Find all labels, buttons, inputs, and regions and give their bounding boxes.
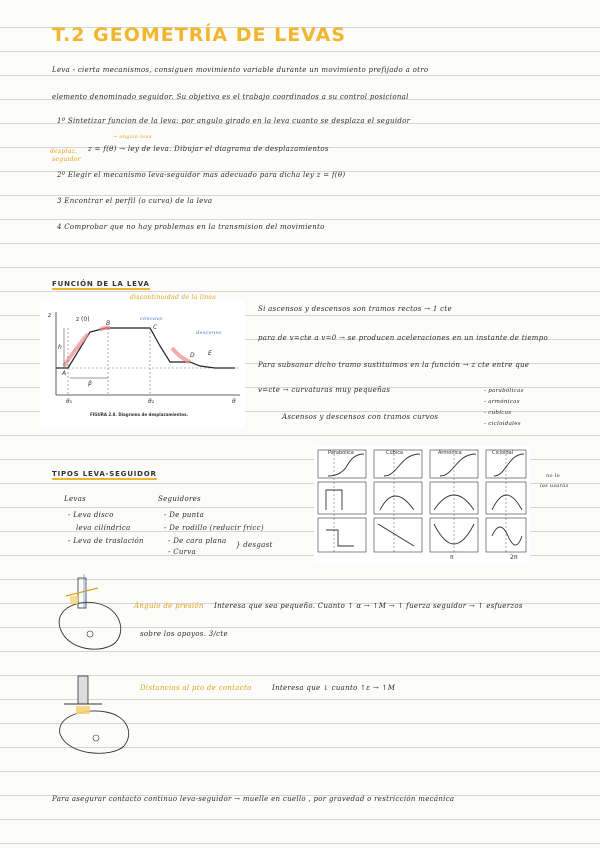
follower-note: } desgast: [236, 541, 273, 549]
page-title: T.2 GEOMETRÍA DE LEVAS: [52, 24, 346, 46]
figure-caption: FIGURA 2.8. Diagrama de desplazamientos.: [90, 412, 189, 417]
note-1: Si ascensos y descensos son tramos rectos → 1 cte: [258, 305, 452, 313]
curve-type-3: - cúbicas: [484, 410, 512, 416]
annotation-discontinuity: discontinuidad de la línea: [130, 294, 217, 301]
contact-distance-figure: [54, 668, 134, 756]
note-2: para de v=cte a v=0 → se producen aceleraciones en un instante de tiempo: [258, 334, 549, 342]
pressure-angle-label: Ángulo de presión: [134, 602, 204, 610]
step-1-label-left: desplaz.: [50, 148, 78, 155]
z0-label: z (0): [76, 316, 90, 323]
note-4: v=cte → curvaturas muy pequeñas: [258, 386, 391, 394]
side-note-1: no lo: [546, 473, 560, 479]
intro-line-2: elemento denominado seguidor. Su objetivo es el trabajo coordinados a su control posicional: [52, 93, 409, 101]
pressure-angle-figure: [50, 568, 126, 652]
cam-type-2: leva cilíndrica: [76, 524, 131, 532]
theta2-label: θ₂: [148, 398, 155, 405]
step-1-formula: z = f(θ) → ley de leva. Dibujar el diagrama de desplazamientos: [88, 145, 329, 153]
point-b-label: B: [106, 320, 111, 327]
follower-type-1: - De punta: [164, 511, 205, 519]
step-1-label-left2: seguidor: [52, 156, 81, 163]
beta-label: β: [88, 380, 92, 387]
point-c-label: C: [153, 324, 158, 331]
curve-type-2: - armónicas: [484, 399, 520, 405]
contact-distance-svg: [54, 668, 134, 756]
note-3: Para subsanar dicho tramo sustituimos en la función → z cte entre que: [258, 361, 530, 369]
section-heading-cam-function: FUNCIÓN DE LA LEVA: [52, 280, 150, 288]
footer-note: Para asegurar contacto continuo leva-seguidor → muelle en cuello , por gravedad o restricción mecánica: [52, 795, 455, 803]
step-1: 1º Sintetizar funcion de la leva: por angulo girado en la leva cuanto se desplaza el seguidor: [57, 117, 411, 125]
graph-title-harmonic: Armónica: [438, 450, 462, 456]
cam-type-3: - Leva de traslación: [68, 537, 144, 545]
axis-z-label: z: [48, 312, 52, 319]
section-heading-cam-follower-types: TIPOS LEVA-SEGUIDOR: [52, 470, 157, 478]
annotation-descent: descenso: [196, 330, 222, 336]
motion-curves-figure: [314, 446, 530, 564]
contact-distance-text: Interesa que ↓ cuanto ↑ε → ↑M: [272, 684, 396, 692]
cam-type-1: - Leva disco: [68, 511, 114, 519]
intro-line-1: Leva - cierta mecanismos, consiguen movimiento variable durante un movimiento prefijado a otro: [52, 66, 429, 74]
annotation-concave: cóncavo: [140, 316, 163, 322]
follower-type-4: - Curva: [168, 548, 197, 556]
point-e-label: E: [208, 350, 212, 357]
pressure-angle-text: Interesa que sea pequeño. Cuanto ↑ α → ↑M → ↑ fuerza seguidor → ↑ esfuerzos: [214, 602, 523, 610]
theta-label: θ: [232, 398, 236, 405]
graph-title-cycloidal: Cicloidal: [492, 450, 514, 456]
bottom-label-2pi: 2π: [510, 554, 518, 561]
step-3: 3 Encontrar el perfil (o curva) de la leva: [57, 197, 213, 205]
follower-type-2: - De rodillo (reducir fricc): [164, 524, 264, 532]
pressure-angle-svg: [50, 568, 126, 652]
theta1-label: θ₁: [66, 398, 73, 405]
h-label: h: [58, 344, 62, 351]
side-note-2: las usarás: [540, 483, 569, 489]
curve-type-4: - cicloidales: [484, 421, 521, 427]
follower-type-3: - De cara plana: [168, 537, 227, 545]
step-4: 4 Comprobar que no hay problemas en la transmision del movimiento: [57, 223, 325, 231]
bottom-label-pi: π: [450, 554, 454, 561]
followers-header: Seguidores: [158, 495, 201, 503]
step-2: 2º Elegir el mecanismo leva-seguidor mas adecuado para dicha ley z = f(θ): [57, 171, 346, 179]
point-a-label: A: [62, 370, 67, 377]
motion-curves-svg: [314, 446, 530, 564]
pressure-angle-text-2: sobre los apoyos. 3/cte: [140, 630, 228, 638]
point-d-label: D: [190, 352, 195, 359]
graph-title-parabolic: Parabólica: [328, 450, 354, 456]
graph-title-cubic: Cúbica: [386, 450, 404, 456]
step-1-note: → angulo leva: [113, 134, 152, 140]
curve-type-1: - parabólicas: [484, 388, 524, 394]
contact-distance-label: Distancias al pto de contacto: [140, 684, 252, 692]
note-5: Ascensos y descensos con tramos curvos: [282, 413, 439, 421]
cams-header: Levas: [64, 495, 87, 503]
